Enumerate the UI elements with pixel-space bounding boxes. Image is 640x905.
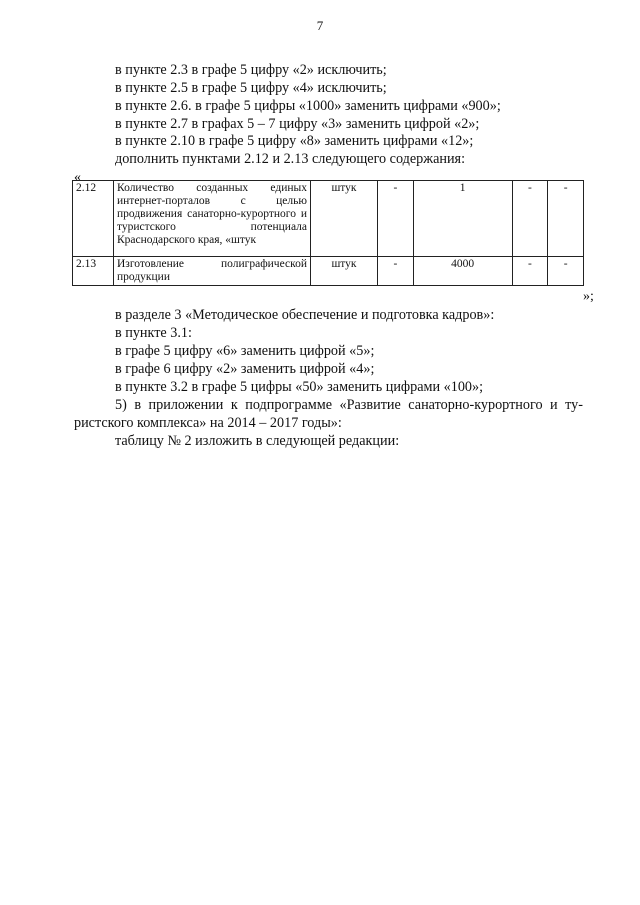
column-5-change-line: в графе 5 цифру «6» заменить цифрой «5»; [115,343,375,359]
item-5-line-1: 5) в приложении к подпрограмме «Развитие санаторно-курортного и ту- [115,397,583,413]
row-number: 2.13 [73,257,114,286]
page-number: 7 [316,18,324,33]
item-3-2-line: в пункте 3.2 в графе 5 цифры «50» заменить цифрами «100»; [115,379,484,395]
row-col-4: - [378,181,414,257]
row-indicator-name: Количество созданных единых интернет-порталов с целью продвижения санаторно-курортного и туристского потенциала Краснодарского края, «штук [114,181,311,257]
table-row [73,257,584,286]
row-number: 2.12 [73,181,114,257]
amendment-line-2-7: в пункте 2.7 в графах 5 – 7 цифру «3» заменить цифрой «2»; [115,116,480,132]
amendment-line-add-items: дополнить пунктами 2.12 и 2.13 следующего содержания: [115,151,466,167]
row-col-4: - [378,257,414,286]
section-3-line: в разделе 3 «Методическое обеспечение и подготовка кадров»: [115,307,495,323]
amendment-line-2-6: в пункте 2.6. в графе 5 цифры «1000» заменить цифрами «900»; [115,98,501,114]
row-unit: штук [311,257,378,286]
row-col-7: - [548,181,584,257]
amendment-line-2-3: в пункте 2.3 в графе 5 цифру «2» исключить; [115,62,387,78]
table-2-instruction: таблицу № 2 изложить в следующей редакции: [115,433,400,449]
row-col-6: - [512,181,548,257]
row-unit: штук [311,181,378,257]
row-col-5: 4000 [413,257,512,286]
amendment-table [72,180,584,286]
row-col-7: - [548,257,584,286]
table-open-quote: « [74,170,81,185]
row-col-6: - [512,257,548,286]
column-6-change-line: в графе 6 цифру «2» заменить цифрой «4»; [115,361,375,377]
item-5-line-2: ристского комплекса» на 2014 – 2017 годы»: [74,415,342,431]
row-col-5: 1 [413,181,512,257]
item-3-1-line: в пункте 3.1: [115,325,192,341]
row-indicator-name: Изготовление полиграфической продукции [114,257,311,286]
table-row [73,181,584,257]
amendment-line-2-10: в пункте 2.10 в графе 5 цифру «8» заменить цифрами «12»; [115,133,474,149]
table-close-quote: »; [583,289,594,304]
amendment-line-2-5: в пункте 2.5 в графе 5 цифру «4» исключить; [115,80,387,96]
